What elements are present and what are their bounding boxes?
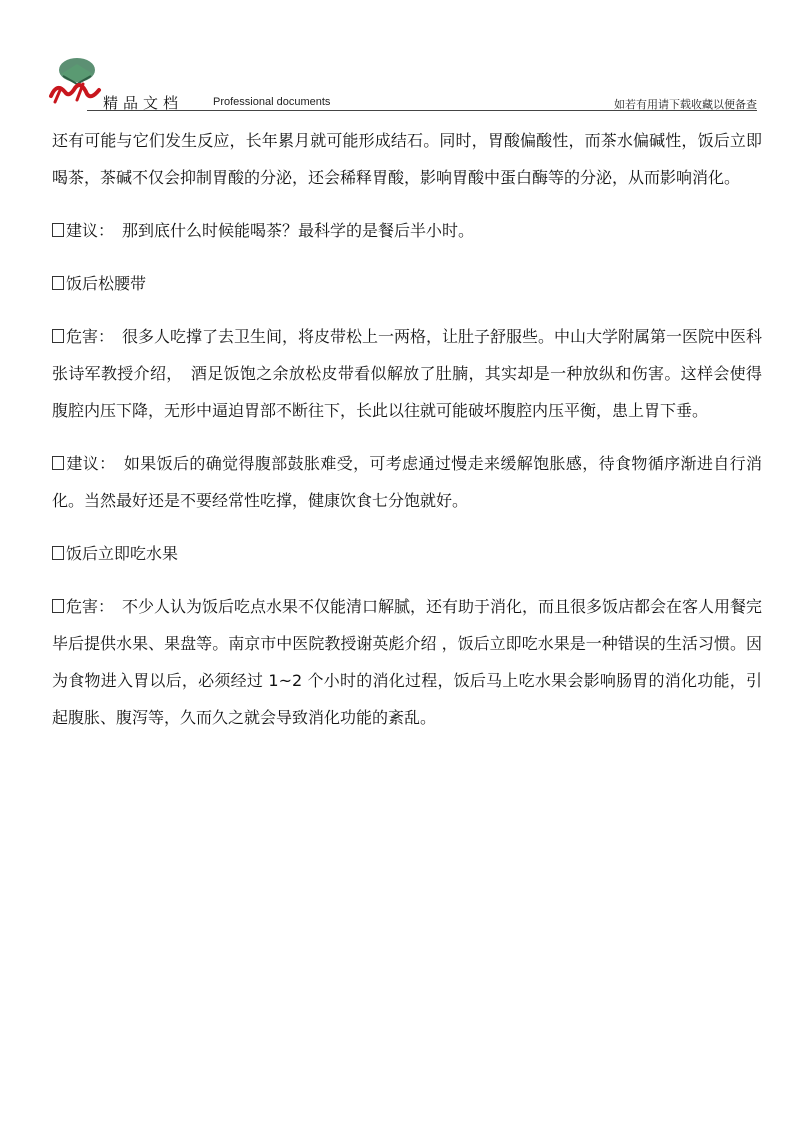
- paragraph-text: 还有可能与它们发生反应，长年累月就可能形成结石。同时，胃酸偏酸性，而茶水偏碱性，饭后立即喝茶，茶碱不仅会抑制胃酸的分泌，还会稀释胃酸，影响胃酸中蛋白酶等的分泌，从而影响消化。: [52, 131, 762, 187]
- bullet-box-icon: [52, 599, 64, 613]
- paragraph-text: 危害： 很多人吃撑了去卫生间，将皮带松上一两格，让肚子舒服些。中山大学附属第一医院中医科张诗军教授介绍， 酒足饭饱之余放松皮带看似解放了肚腩，其实却是一种放纵和伤害。这样会使得腹腔内压下降，无形中逼迫胃部不断往下，长此以往就可能破坏腹腔内压平衡，患上胃下垂。: [52, 327, 763, 420]
- paragraph-text: 饭后松腰带: [66, 274, 147, 293]
- paragraph-text: 危害： 不少人认为饭后吃点水果不仅能清口解腻，还有助于消化，而且很多饭店都会在客人用餐完毕后提供水果、果盘等。南京市中医院教授谢英彪介绍 ，饭后立即吃水果是一种错误的生活习惯。因为食物进入胃以后，必须经过 1~2 个小时的消化过程，饭后马上吃水果会影响肠胃的消化功能，引起腹胀、腹泻等，久而久之就会导致消化功能的紊乱。: [52, 597, 763, 727]
- brand-subtitle: Professional documents: [213, 96, 331, 108]
- paragraph: [52, 122, 762, 196]
- bullet-box-icon: [52, 456, 64, 470]
- document-body: [52, 122, 762, 752]
- paragraph-text: 建议： 那到底什么时候能喝茶？最科学的是餐后半小时。: [66, 221, 475, 240]
- bullet-box-icon: [52, 276, 64, 290]
- brand-title: 精品文档: [103, 94, 184, 112]
- header-divider: [87, 110, 757, 111]
- paragraph: [52, 318, 762, 429]
- knowledge-logo-icon: [47, 52, 103, 108]
- bullet-box-icon: [52, 546, 64, 560]
- paragraph: [52, 445, 762, 519]
- paragraph-text: 建议： 如果饭后的确觉得腹部鼓胀难受，可考虑通过慢走来缓解饱胀感，待食物循序渐进自行消化。当然最好还是不要经常性吃撑，健康饮食七分饱就好。: [52, 454, 762, 510]
- header-note: 如若有用请下载收藏以便备查: [614, 98, 757, 111]
- paragraph: [52, 588, 762, 736]
- page-header: [47, 52, 757, 112]
- section-heading: [52, 265, 762, 302]
- section-heading: [52, 535, 762, 572]
- bullet-box-icon: [52, 223, 64, 237]
- bullet-box-icon: [52, 329, 64, 343]
- paragraph: [52, 212, 762, 249]
- paragraph-text: 饭后立即吃水果: [66, 544, 179, 563]
